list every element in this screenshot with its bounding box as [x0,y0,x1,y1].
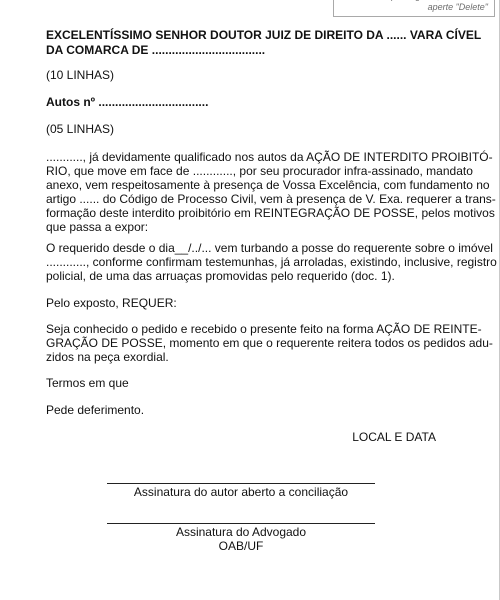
signature-line-lawyer [107,523,375,524]
signature-label-author: Assinatura do autor aberto a conciliação [133,485,349,499]
closing-text: Pede deferimento. [46,403,145,417]
spacing-note-5-lines: (05 LINHAS) [46,122,115,136]
facts-line: ............, conforme confirmam testemunhas, já arroladas, existindo, inclusive, registro [46,255,497,269]
hint-tooltip [333,0,495,17]
facts-line: O requerido desde o dia__/../... vem turbando a posse do requerente sobre o imóvel [46,241,493,255]
terms-text: Termos em que [46,376,129,390]
court-heading-line-1: EXCELENTÍSSIMO SENHOR DOUTOR JUIZ DE DIREITO DA ...... VARA CÍVEL [46,28,482,42]
request-line: GRAÇÃO DE POSSE, momento em que o requerente reitera todos os pedidos adu- [46,336,493,350]
intro-line: ..........., já devidamente qualificado nos autos da AÇÃO DE INTERDITO PROIBITÓ- [46,150,493,164]
request-paragraph [46,322,493,364]
intro-line: artigo ...... do Código de Processo Civil, vem à presença de V. Exa. requerer a trans- [46,192,496,206]
request-intro: Pelo exposto, REQUER: [46,296,177,310]
signature-label-oab: OAB/UF [218,539,264,553]
intro-line: RIO, que move em face de ............, por seu procurador infra-assinado, mandato [46,164,473,178]
case-number: Autos nº ................................. [46,95,209,109]
request-line: Seja conhecido o pedido e recebido o presente feito na forma AÇÃO DE REINTE- [46,322,482,336]
request-line: zidos na peça exordial. [46,350,169,364]
intro-line: que passa a expor: [46,220,149,234]
signature-label-lawyer: Assinatura do Advogado [175,525,307,539]
court-heading [46,28,482,58]
facts-paragraph [46,241,497,283]
place-and-date: LOCAL E DATA [352,430,436,444]
court-heading-line-2: DA COMARCA DE .................................. [46,43,266,57]
intro-line: formação deste interdito proibitório em REINTEGRAÇÃO DE POSSE, pelos motivos [46,206,495,220]
hint-tooltip-line-2: aperte "Delete" [427,2,488,12]
intro-line: anexo, vem respeitosamente à presença de Vossa Excelência, com fundamento no [46,178,490,192]
spacing-note-10-lines: (10 LINHAS) [46,68,115,82]
signature-line-author [107,483,375,484]
facts-line: policial, de uma das arruaças promovidas pelo requerido (doc. 1). [46,269,395,283]
intro-paragraph [46,150,496,234]
